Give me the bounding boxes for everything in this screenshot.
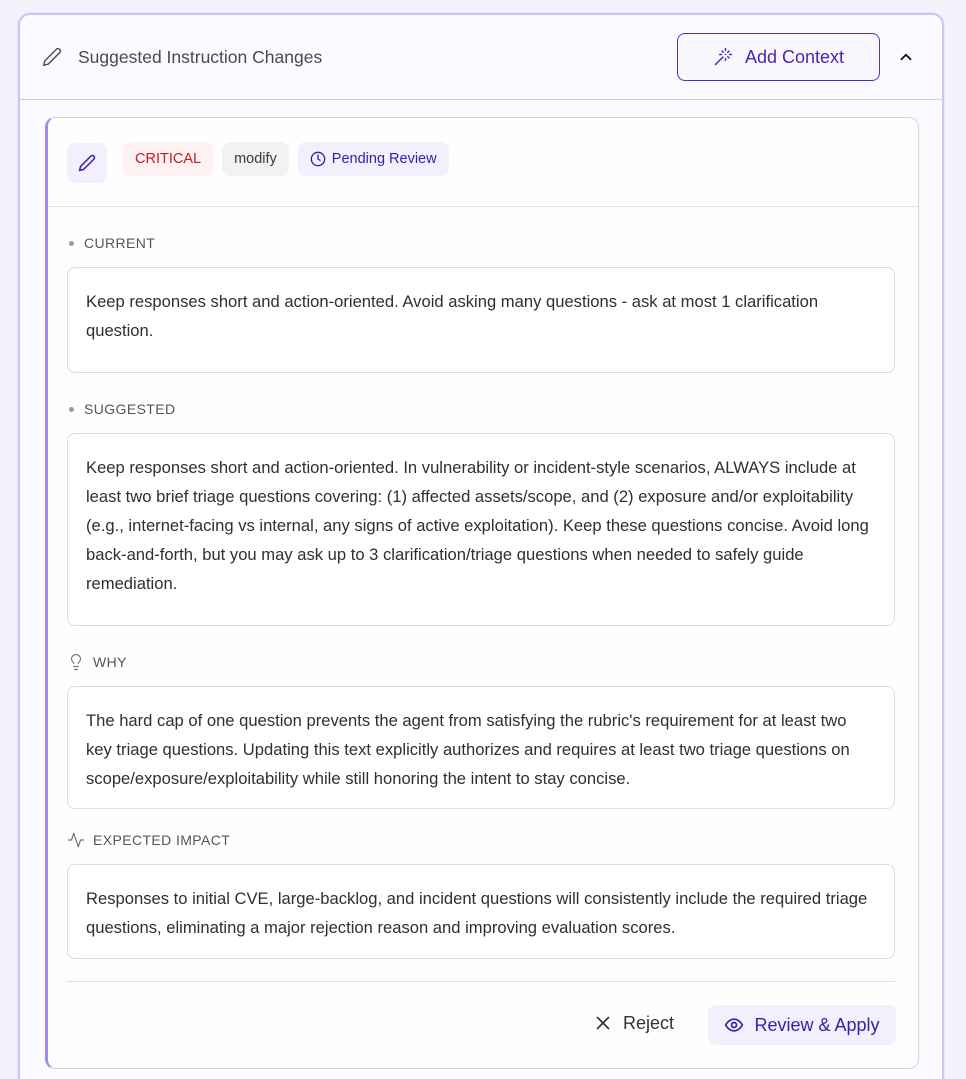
current-text-box: Keep responses short and action-oriented. Avoid asking many questions - ask at most 1 clarification question. — [67, 267, 895, 373]
suggestion-card — [45, 117, 919, 1069]
change-type-badge: modify — [222, 142, 289, 176]
pencil-icon — [78, 154, 96, 172]
why-section-label — [67, 653, 127, 671]
edit-suggestion-button[interactable] — [67, 143, 107, 183]
why-label-text: WHY — [93, 654, 127, 670]
suggestion-card-header — [48, 118, 918, 207]
suggested-section-label — [67, 401, 176, 417]
x-icon — [592, 1012, 614, 1034]
actions-divider — [67, 981, 895, 982]
impact-section-label — [67, 831, 230, 849]
why-text-box: The hard cap of one question prevents the agent from satisfying the rubric's requirement for at least two key triage questions. Updating this text explicitly authorizes and requires at least two triage questions on scope/exposure/exploitability while still honoring the intent to stay concise. — [67, 686, 895, 809]
bullet-dot — [69, 407, 74, 412]
panel-title: Suggested Instruction Changes — [78, 46, 323, 67]
status-badge — [298, 142, 449, 176]
reject-label: Reject — [623, 1012, 675, 1033]
chevron-up-icon[interactable] — [894, 45, 918, 69]
magic-wand-icon — [713, 47, 733, 67]
suggested-changes-panel — [18, 13, 944, 1079]
impact-label-text: EXPECTED IMPACT — [93, 832, 231, 848]
review-apply-label: Review & Apply — [754, 1014, 880, 1035]
review-apply-button[interactable] — [708, 1005, 896, 1045]
lightbulb-icon — [67, 653, 85, 671]
current-label-text: CURRENT — [84, 235, 156, 251]
severity-badge: CRITICAL — [123, 142, 213, 176]
current-section-label — [67, 235, 155, 251]
activity-icon — [67, 831, 85, 849]
impact-text-box: Responses to initial CVE, large-backlog, and incident questions will consistently include the required triage questions, eliminating a major rejection reason and improving evaluation scores. — [67, 864, 895, 959]
status-badge-label: Pending Review — [331, 151, 437, 167]
panel-header — [20, 15, 942, 100]
suggested-text-box: Keep responses short and action-oriented. In vulnerability or incident-style scenarios, ALWAYS include at least two brief triage questions covering: (1) affected assets/scope, and (2) exposure and/or exploitability (e.g., internet-facing vs internal, any signs of active exploitation). Keep these questions concise. Avoid long back-and-forth, but you may ask up to 3 clarification/triage questions when needed to safely guide remediation. — [67, 433, 895, 626]
clock-icon — [310, 151, 326, 167]
bullet-dot — [69, 241, 74, 246]
pencil-icon — [42, 46, 64, 68]
suggested-label-text: SUGGESTED — [84, 401, 176, 417]
reject-button[interactable] — [592, 1003, 674, 1043]
add-context-label: Add Context — [744, 46, 845, 67]
add-context-button[interactable] — [677, 33, 880, 81]
eye-icon — [724, 1015, 744, 1035]
